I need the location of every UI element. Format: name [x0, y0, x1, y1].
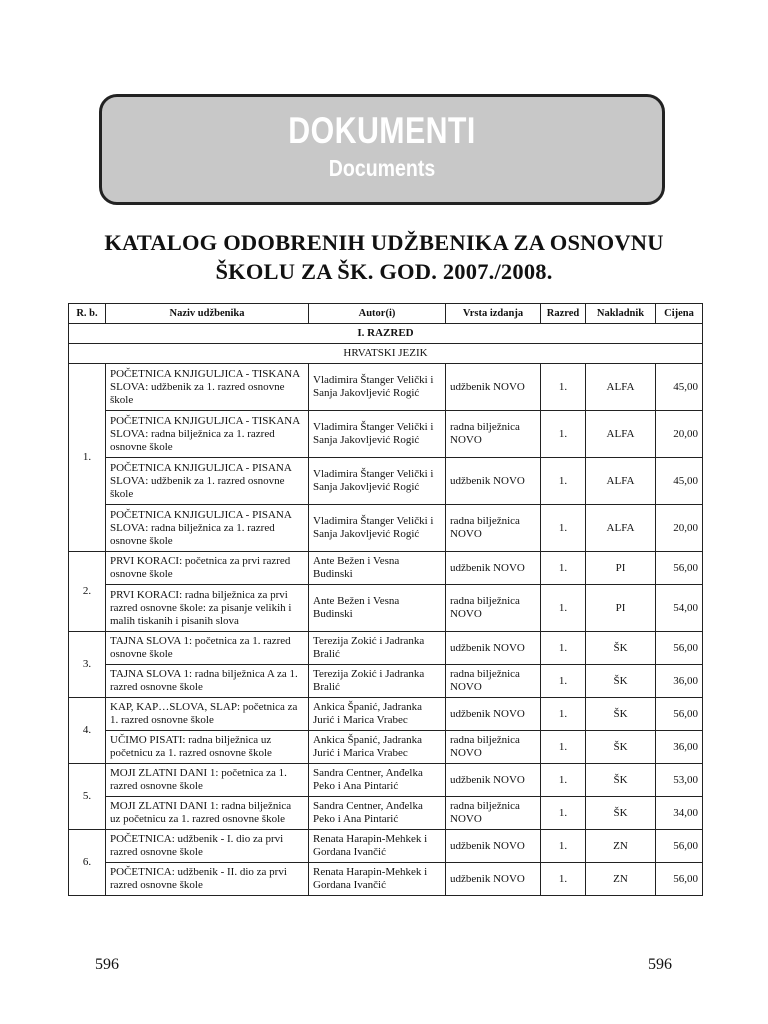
price-cell: 20,00 — [656, 505, 703, 552]
author-cell: Ankica Španić, Jadranka Jurić i Marica Vrabec — [309, 698, 446, 731]
author-cell: Sandra Centner, Anđelka Peko i Ana Pintarić — [309, 797, 446, 830]
grade-cell: 1. — [541, 585, 586, 632]
author-cell: Renata Harapin-Mehkek i Gordana Ivančić — [309, 863, 446, 896]
textbook-title-cell: POČETNICA KNJIGULJICA - TISKANA SLOVA: radna bilježnica za 1. razred osnovne škole — [106, 411, 309, 458]
textbook-title-cell: MOJI ZLATNI DANI 1: radna bilježnica uz početnicu za 1. razred osnovne škole — [106, 797, 309, 830]
edition-type-cell: radna bilježnica NOVO — [446, 411, 541, 458]
document-title-line-1: KATALOG ODOBRENIH UDŽBENIKA ZA OSNOVNU — [104, 230, 664, 255]
textbook-title-cell: KAP, KAP…SLOVA, SLAP: početnica za 1. razred osnovne škole — [106, 698, 309, 731]
page-number-left: 596 — [95, 956, 119, 973]
textbook-title-cell: POČETNICA KNJIGULJICA - PISANA SLOVA: radna bilježnica za 1. razred osnovne škole — [106, 505, 309, 552]
document-title — [40, 228, 728, 286]
banner-title: DOKUMENTI — [288, 110, 476, 151]
publisher-cell: ŠK — [586, 731, 656, 764]
grade-cell: 1. — [541, 764, 586, 797]
subject-label: HRVATSKI JEZIK — [69, 344, 703, 364]
table-row — [69, 665, 703, 698]
grade-cell: 1. — [541, 505, 586, 552]
edition-type-cell: udžbenik NOVO — [446, 764, 541, 797]
grade-cell: 1. — [541, 830, 586, 863]
price-cell: 36,00 — [656, 665, 703, 698]
price-cell: 53,00 — [656, 764, 703, 797]
author-cell: Ankica Španić, Jadranka Jurić i Marica Vrabec — [309, 731, 446, 764]
table-row — [69, 863, 703, 896]
edition-type-cell: radna bilježnica NOVO — [446, 731, 541, 764]
author-cell: Terezija Zokić i Jadranka Bralić — [309, 632, 446, 665]
table-row — [69, 411, 703, 458]
author-cell: Vladimira Štanger Velički i Sanja Jakovljević Rogić — [309, 411, 446, 458]
edition-type-cell: radna bilježnica NOVO — [446, 505, 541, 552]
textbook-title-cell: POČETNICA: udžbenik - II. dio za prvi razred osnovne škole — [106, 863, 309, 896]
grade-label: I. RAZRED — [69, 324, 703, 344]
table-row — [69, 764, 703, 797]
edition-type-cell: udžbenik NOVO — [446, 830, 541, 863]
table-row — [69, 585, 703, 632]
price-cell: 34,00 — [656, 797, 703, 830]
author-cell: Ante Bežen i Vesna Budinski — [309, 585, 446, 632]
textbook-catalog-table — [68, 303, 703, 896]
banner-subtitle: Documents — [328, 155, 436, 181]
edition-type-cell: udžbenik NOVO — [446, 863, 541, 896]
grade-cell: 1. — [541, 552, 586, 585]
publisher-cell: ZN — [586, 830, 656, 863]
grade-cell: 1. — [541, 632, 586, 665]
author-cell: Vladimira Štanger Velički i Sanja Jakovljević Rogić — [309, 364, 446, 411]
header-rb: R. b. — [69, 304, 106, 324]
textbook-title-cell: MOJI ZLATNI DANI 1: početnica za 1. razred osnovne škole — [106, 764, 309, 797]
grade-cell: 1. — [541, 698, 586, 731]
edition-type-cell: udžbenik NOVO — [446, 632, 541, 665]
price-cell: 45,00 — [656, 458, 703, 505]
publisher-cell: PI — [586, 585, 656, 632]
price-cell: 36,00 — [656, 731, 703, 764]
textbook-title-cell: PRVI KORACI: radna bilježnica za prvi razred osnovne škole: za pisanje velikih i malih tiskanih i pisanih slova — [106, 585, 309, 632]
author-cell: Vladimira Štanger Velički i Sanja Jakovljević Rogić — [309, 458, 446, 505]
grade-cell: 1. — [541, 731, 586, 764]
edition-type-cell: radna bilježnica NOVO — [446, 585, 541, 632]
document-title-line-2: ŠKOLU ZA ŠK. GOD. 2007./2008. — [215, 259, 553, 284]
subject-row — [69, 344, 703, 364]
grade-cell: 1. — [541, 863, 586, 896]
edition-type-cell: udžbenik NOVO — [446, 552, 541, 585]
publisher-cell: ALFA — [586, 458, 656, 505]
row-number-cell: 3. — [69, 632, 106, 698]
grade-row — [69, 324, 703, 344]
publisher-cell: ŠK — [586, 698, 656, 731]
grade-cell: 1. — [541, 411, 586, 458]
table-row — [69, 830, 703, 863]
textbook-title-cell: POČETNICA: udžbenik - I. dio za prvi razred osnovne škole — [106, 830, 309, 863]
header-cijena: Cijena — [656, 304, 703, 324]
author-cell: Vladimira Štanger Velički i Sanja Jakovljević Rogić — [309, 505, 446, 552]
textbook-title-cell: POČETNICA KNJIGULJICA - TISKANA SLOVA: udžbenik za 1. razred osnovne škole — [106, 364, 309, 411]
grade-cell: 1. — [541, 458, 586, 505]
header-razred: Razred — [541, 304, 586, 324]
row-number-cell: 2. — [69, 552, 106, 632]
table-row — [69, 458, 703, 505]
row-number-cell: 1. — [69, 364, 106, 552]
table-row — [69, 731, 703, 764]
publisher-cell: ŠK — [586, 797, 656, 830]
table-row — [69, 698, 703, 731]
table-header-row — [69, 304, 703, 324]
edition-type-cell: udžbenik NOVO — [446, 698, 541, 731]
author-cell: Ante Bežen i Vesna Budinski — [309, 552, 446, 585]
textbook-title-cell: TAJNA SLOVA 1: radna bilježnica A za 1. razred osnovne škole — [106, 665, 309, 698]
table-row — [69, 552, 703, 585]
publisher-cell: ALFA — [586, 364, 656, 411]
author-cell: Terezija Zokić i Jadranka Bralić — [309, 665, 446, 698]
edition-type-cell: udžbenik NOVO — [446, 364, 541, 411]
header-autor: Autor(i) — [309, 304, 446, 324]
price-cell: 56,00 — [656, 830, 703, 863]
table-row — [69, 505, 703, 552]
edition-type-cell: udžbenik NOVO — [446, 458, 541, 505]
textbook-title-cell: TAJNA SLOVA 1: početnica za 1. razred osnovne škole — [106, 632, 309, 665]
grade-cell: 1. — [541, 797, 586, 830]
page-number-right: 596 — [648, 956, 672, 973]
author-cell: Renata Harapin-Mehkek i Gordana Ivančić — [309, 830, 446, 863]
table-row — [69, 364, 703, 411]
publisher-cell: PI — [586, 552, 656, 585]
publisher-cell: ŠK — [586, 632, 656, 665]
publisher-cell: ŠK — [586, 764, 656, 797]
price-cell: 56,00 — [656, 698, 703, 731]
textbook-title-cell: POČETNICA KNJIGULJICA - PISANA SLOVA: udžbenik za 1. razred osnovne škole — [106, 458, 309, 505]
author-cell: Sandra Centner, Anđelka Peko i Ana Pintarić — [309, 764, 446, 797]
grade-cell: 1. — [541, 665, 586, 698]
price-cell: 20,00 — [656, 411, 703, 458]
textbook-title-cell: UČIMO PISATI: radna bilježnica uz početnicu za 1. razred osnovne škole — [106, 731, 309, 764]
header-vrsta: Vrsta izdanja — [446, 304, 541, 324]
header-naziv: Naziv udžbenika — [106, 304, 309, 324]
header-nakladnik: Nakladnik — [586, 304, 656, 324]
table-row — [69, 797, 703, 830]
section-banner — [99, 94, 665, 205]
price-cell: 56,00 — [656, 632, 703, 665]
textbook-title-cell: PRVI KORACI: početnica za prvi razred osnovne škole — [106, 552, 309, 585]
row-number-cell: 4. — [69, 698, 106, 764]
table-row — [69, 632, 703, 665]
price-cell: 54,00 — [656, 585, 703, 632]
edition-type-cell: radna bilježnica NOVO — [446, 797, 541, 830]
edition-type-cell: radna bilježnica NOVO — [446, 665, 541, 698]
row-number-cell: 5. — [69, 764, 106, 830]
publisher-cell: ALFA — [586, 505, 656, 552]
price-cell: 56,00 — [656, 863, 703, 896]
row-number-cell: 6. — [69, 830, 106, 896]
publisher-cell: ŠK — [586, 665, 656, 698]
price-cell: 56,00 — [656, 552, 703, 585]
publisher-cell: ALFA — [586, 411, 656, 458]
publisher-cell: ZN — [586, 863, 656, 896]
grade-cell: 1. — [541, 364, 586, 411]
price-cell: 45,00 — [656, 364, 703, 411]
